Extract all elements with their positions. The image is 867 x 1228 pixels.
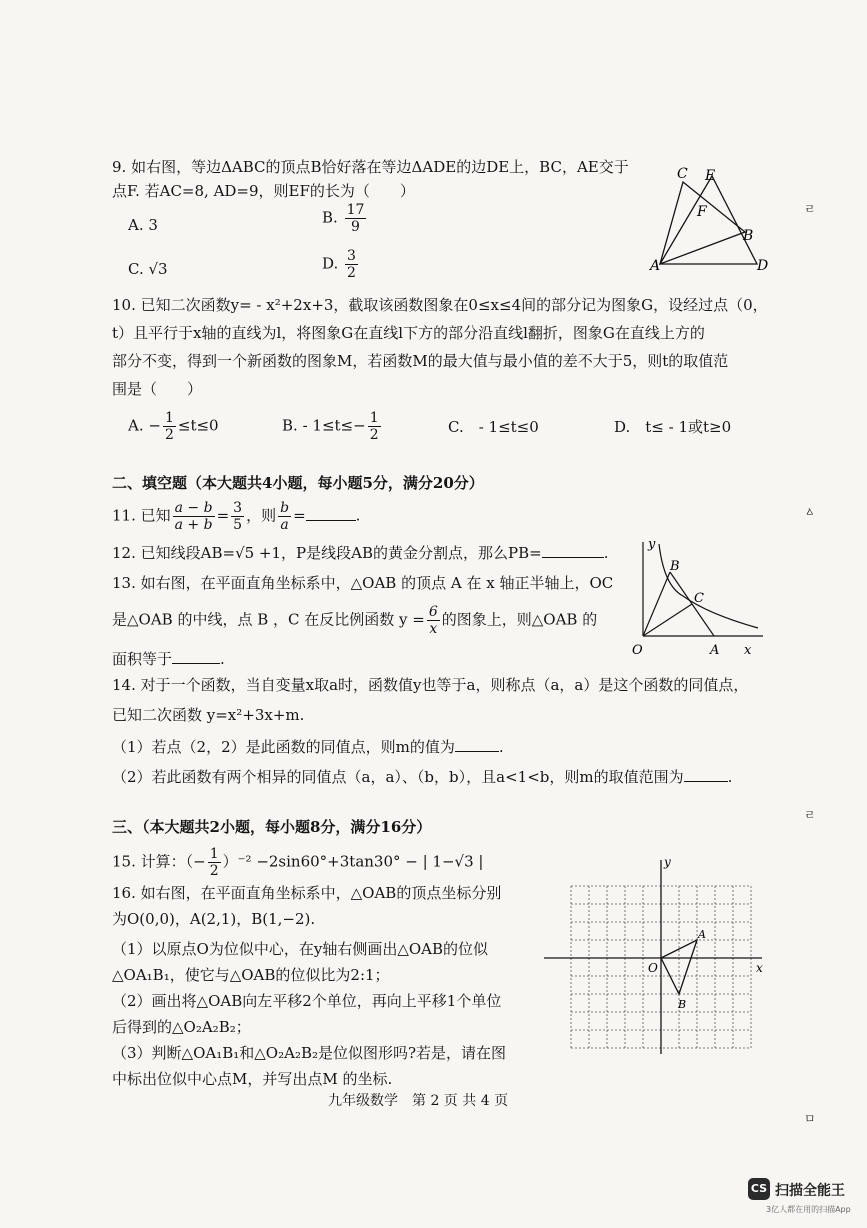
q14-part2: （2）若此函数有两个相异的同值点（a，a）、（b，b），且a<1<b，则m的取值范围为 . — [112, 768, 733, 786]
q16-grid-figure — [540, 854, 770, 1058]
triangle-ade — [660, 176, 757, 264]
q10-line3: 部分不变，得到一个新函数的图象M，若函数M的最大值与最小值的差不大于5，则t的取值范 — [112, 352, 729, 370]
q10-option-a: A. − $\frac{1}{2}$ ≤t≤0 — [128, 410, 219, 443]
q9-triangle-figure — [645, 160, 775, 280]
q10-option-b-fraction: $\frac{1}{2}$ — [369, 410, 379, 443]
label-c: C — [694, 591, 704, 606]
q16-line1: 16. 如右图，在平面直角坐标系中，△OAB的顶点坐标分别 — [112, 884, 502, 902]
scanner-app-name: 扫描全能王 — [775, 1183, 845, 1199]
edge-mark: ㅿ — [804, 505, 816, 519]
q15: 15. 计算：（− $\frac{1}{2}$ ）⁻² −2sin60°+3tan30° − | 1−√3 | — [112, 846, 484, 879]
q13-figure — [628, 536, 768, 660]
q10-line2: t）且平行于x轴的直线为l，将图象G在直线l下方的部分沿直线l翻折，图象G在直线上方的 — [112, 324, 705, 342]
q11-answer-blank[interactable] — [306, 520, 356, 521]
q12-answer-blank[interactable] — [542, 557, 604, 558]
label-b: B — [678, 998, 687, 1011]
label-x: x — [756, 961, 763, 975]
q9-option-c-value: √3 — [148, 260, 168, 278]
q12-value: √5 +1 — [235, 544, 282, 562]
label-x: x — [744, 643, 752, 658]
q11-fraction-2: $\frac{3}{5}$ — [233, 500, 243, 533]
q9-option-b-fraction: $\frac{17}{9}$ — [346, 202, 365, 235]
q9-option-b — [322, 202, 368, 235]
label-c: C — [677, 166, 688, 182]
q16-line2: 为O(0,0)，A(2,1)，B(1,−2). — [112, 910, 316, 928]
q11-fraction-3: $\frac{b}{a}$ — [280, 500, 290, 533]
q16-part1b: △OA₁B₁，使它与△OAB的位似比为2:1； — [112, 966, 390, 984]
label-b: B — [743, 228, 754, 244]
label-e: E — [705, 168, 716, 184]
label-o: O — [648, 961, 658, 975]
q13-fraction: $\frac{6}{x}$ — [428, 604, 438, 637]
q14-line1: 14. 对于一个函数，当自变量x取a时，函数值y也等于a，则称点（a，a）是这个函数的同值点， — [112, 676, 749, 694]
q12: 12. 已知线段AB=√5 +1，P是线段AB的黄金分割点，那么PB= . — [112, 544, 609, 562]
label-a: A — [698, 928, 706, 941]
q11: 11. 已知 $\frac{a - b}{a + b}$ = $\frac{3}{5}$ ，则 $\frac{b}{a}$ = . — [112, 500, 361, 533]
label-a: A — [710, 643, 720, 658]
edge-mark: ㄹ — [804, 202, 816, 216]
q9-option-c: C. √3 — [128, 260, 168, 278]
q10-option-b: B. - 1≤t≤− $\frac{1}{2}$ — [282, 410, 379, 443]
q9-option-d: D. $\frac{3}{2}$ — [322, 248, 356, 281]
q9-line1: 9. 如右图，等边ΔABC的顶点B恰好落在等边ΔADE的边DE上，BC，AE交于 — [112, 158, 629, 176]
segment-ob — [643, 572, 670, 636]
edge-mark: ㄹ — [804, 808, 816, 822]
q9-line2: 点F. 若AC=8, AD=9，则EF的长为（ ） — [112, 182, 415, 200]
q14-part1: （1）若点（2，2）是此函数的同值点，则m的值为 . — [112, 738, 504, 756]
q9-option-d-fraction: $\frac{3}{2}$ — [347, 248, 356, 281]
q16-part2a: （2）画出将△OAB向左平移2个单位，再向上平移1个单位 — [112, 992, 502, 1010]
label-b: B — [670, 559, 680, 574]
label-y: y — [664, 855, 671, 869]
edge-mark: ㅁ — [804, 1112, 816, 1126]
label-d: D — [757, 258, 769, 274]
triangle-abc — [660, 182, 745, 264]
section-2-heading: 二、填空题（本大题共4小题，每小题5分，满分20分） — [112, 474, 484, 492]
q10-option-d: D. t≤ - 1或t≥0 — [614, 418, 732, 436]
label-a: A — [650, 258, 661, 274]
q16-part3a: （3）判断△OA₁B₁和△O₂A₂B₂是位似图形吗?若是，请在图 — [112, 1044, 507, 1062]
label-f: F — [697, 204, 707, 220]
q9-option-a: A. 3 — [128, 216, 158, 234]
q10-option-c: C. - 1≤t≤0 — [448, 418, 539, 436]
q14-part2-blank[interactable] — [684, 781, 728, 782]
scanner-logo-icon: CS — [748, 1178, 770, 1200]
q10-line4: 围是（ ） — [112, 380, 203, 398]
label-y: y — [648, 537, 656, 552]
scanner-tagline: 3亿人都在用的扫描App — [766, 1205, 851, 1214]
q16-part2b: 后得到的△O₂A₂B₂； — [112, 1018, 251, 1036]
q10-option-a-fraction: $\frac{1}{2}$ — [164, 410, 174, 443]
q13-line2: 是△OAB 的中线，点 B ，C 在反比例函数 y = $\frac{6}{x}$ 的图象上，则△OAB 的 — [112, 604, 598, 637]
page-footer: 九年级数学 第 2 页 共 4 页 — [328, 1093, 509, 1109]
q15-fraction: $\frac{1}{2}$ — [209, 846, 219, 879]
q13-line1: 13. 如右图，在平面直角坐标系中，△OAB 的顶点 A 在 x 轴正半轴上，OC — [112, 574, 614, 592]
q14-line2: 已知二次函数 y=x²+3x+m. — [112, 706, 305, 724]
q16-part1a: （1）以原点O为位似中心，在y轴右侧画出△OAB的位似 — [112, 940, 489, 958]
label-o: O — [632, 643, 643, 658]
q13-line3: 面积等于 . — [112, 650, 225, 668]
q10-line1: 10. 已知二次函数y= - x²+2x+3，截取该函数图象在0≤x≤4间的部分记为图象G，设经过点（0， — [112, 296, 768, 314]
q13-answer-blank[interactable] — [172, 663, 220, 664]
q9-option-b-label: B. — [322, 208, 338, 227]
q11-fraction-1: $\frac{a - b}{a + b}$ — [174, 500, 213, 533]
section-3-heading: 三、（本大题共2小题，每小题8分，满分16分） — [112, 818, 432, 836]
q16-part3b: 中标出位似中心点M，并写出点M 的坐标. — [112, 1070, 393, 1088]
q14-part1-blank[interactable] — [455, 751, 499, 752]
